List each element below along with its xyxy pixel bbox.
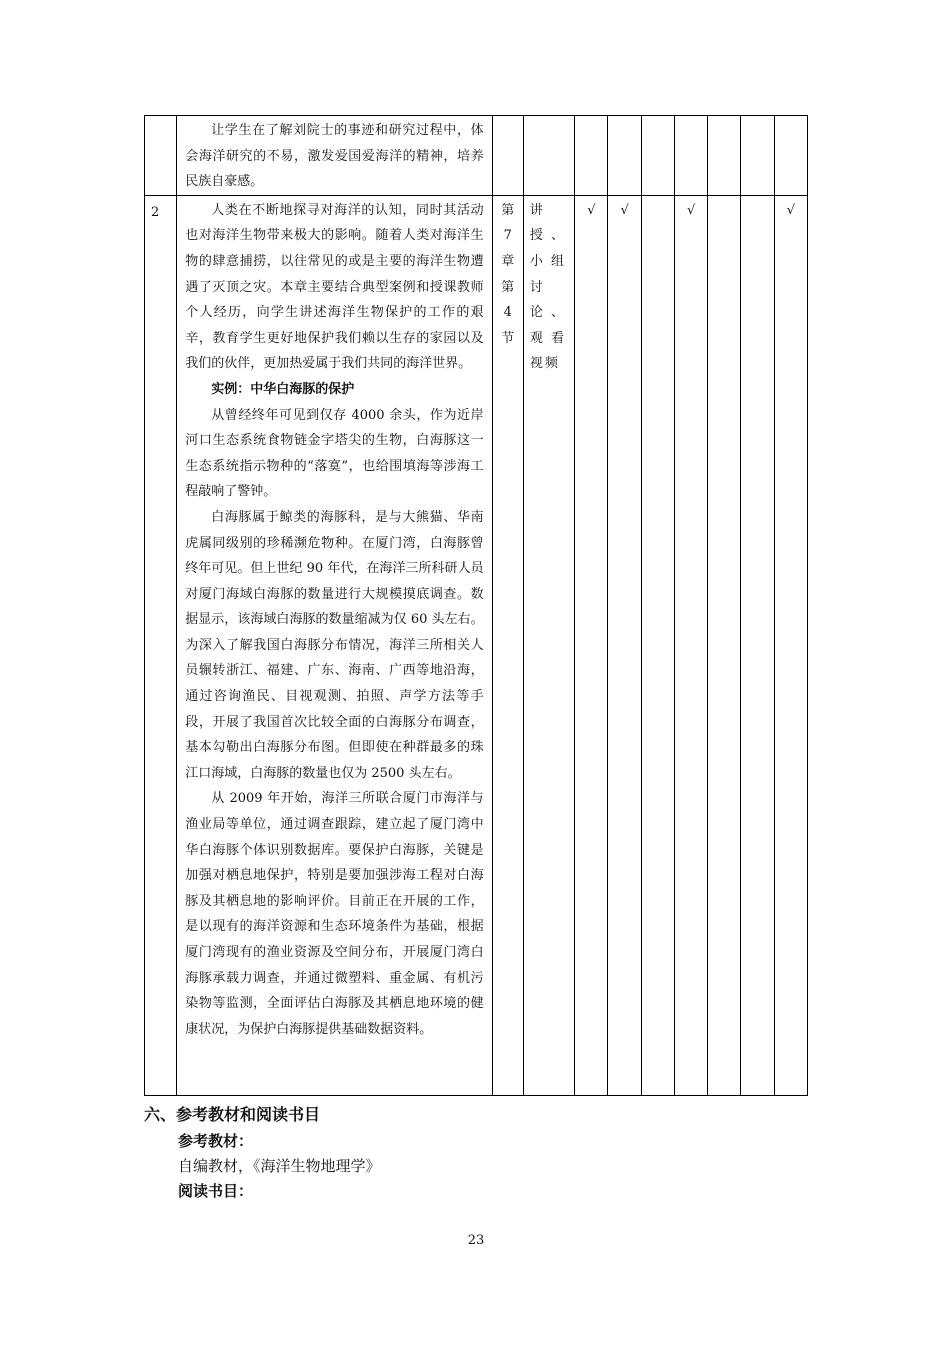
method-text: 讨: [529, 279, 545, 295]
check-mark-cell: √: [575, 195, 608, 1095]
method-cell: [523, 116, 574, 196]
intro-paragraph: 人类在不断地探寻对海洋的认知，同时其活动也对海洋生物带来极大的影响。随着人类对海洋生物的肆意捕捞，以往常见的或是主要的海洋生物遭遇了灭顶之灾。本章主要结合典型案例和授课教师个人经历，向学生讲述海洋生物保护的工作的艰辛，教育学生更好地保护我们赖以生存的家园以及我们的伙伴，更加热爱属于我们共同的海洋世界。: [185, 202, 484, 372]
textbook-label: 参考教材：: [178, 1132, 254, 1150]
table-row: [145, 116, 808, 196]
method-text: 视频: [529, 356, 560, 372]
mark-cell: [774, 116, 807, 196]
method-text: 论 、: [529, 305, 566, 321]
page-number: 23: [467, 1233, 485, 1248]
row-number: 2: [145, 195, 177, 1095]
method-text: 讲: [529, 202, 545, 218]
table-row: [145, 195, 808, 1095]
content-cell: [177, 116, 492, 196]
paragraph: 从 2009 年开始，海洋三所联合厦门市海洋与渔业局等单位，通过调查跟踪，建立起了厦门湾中华白海豚个体识别数据库。要保护白海豚，关键是加强对栖息地保护，特别是要加强涉海工程对白海豚及其栖息地的影响评价。目前正在开展的工作，是以现有的海洋资源和生态环境条件为基础，根据厦门湾现有的渔业资源及空间分布，开展厦门湾白海豚承载力调查，并通过微塑料、重金属、有机污染物等监测，全面评估白海豚及其栖息地环境的健康状况，为保护白海豚提供基础数据资料。: [185, 791, 484, 1037]
chapter-text: 4: [503, 305, 512, 321]
chapter-text: 节: [501, 330, 515, 346]
check-mark-cell: [641, 195, 674, 1095]
content-cell: [177, 195, 492, 1095]
method-cell: [523, 195, 574, 1095]
paragraph: 白海豚属于鲸类的海豚科，是与大熊猫、华南虎属同级别的珍稀濒危物种。在厦门湾，白海豚曾终年可见。但上世纪 90 年代，在海洋三所科研人员对厦门海域白海豚的数量进行大规模摸底调查。数据显示，该海域白海豚的数量缩减为仅 60 头左右。为深入了解我国白海豚分布情况，海洋三所相关人员辗转浙江、福建、广东、海南、广西等地沿海，通过咨询渔民、目视观测、拍照、声学方法等手段，开展了我国首次比较全面的白海豚分布调查，基本勾勒出白海豚分布图。但即使在种群最多的珠江口海域，白海豚的数量也仅为 2500 头左右。: [185, 509, 484, 781]
reading-label: 阅读书目：: [178, 1182, 254, 1200]
chapter-text: 章: [501, 253, 515, 269]
mark-cell: [641, 116, 674, 196]
check-mark-cell: √: [608, 195, 641, 1095]
course-content-table: [144, 115, 808, 1096]
paragraph: 从曾经终年可见到仅存 4000 余头，作为近岸河口生态系统食物链金字塔尖的生物，白海豚这一生态系统指示物种的“落寞”，也给围填海等涉海工程敲响了警钟。: [185, 407, 484, 500]
paragraph: 让学生在了解刘院士的事迹和研究过程中，体会海洋研究的不易，激发爱国爱海洋的精神，培养民族自豪感。: [185, 123, 484, 190]
check-mark-cell: √: [674, 195, 707, 1095]
row-number: [145, 116, 177, 196]
chapter-cell: [492, 195, 523, 1095]
chapter-text: 7: [503, 228, 512, 244]
mark-cell: [575, 116, 608, 196]
method-text: 观 看: [529, 330, 566, 346]
mark-cell: [674, 116, 707, 196]
check-mark-cell: √: [774, 195, 807, 1095]
mark-cell: [708, 116, 741, 196]
chapter-text: 第: [501, 279, 515, 295]
chapter-cell: [492, 116, 523, 196]
textbook-value: 自编教材，《海洋生物地理学》: [178, 1157, 381, 1175]
section-heading: 六、参考教材和阅读书目: [144, 1105, 321, 1124]
mark-cell: [608, 116, 641, 196]
check-mark-cell: [708, 195, 741, 1095]
mark-cell: [741, 116, 774, 196]
chapter-text: 第: [501, 202, 515, 218]
check-mark-cell: [741, 195, 774, 1095]
method-text: 小 组: [529, 253, 566, 269]
example-title: 实例：中华白海豚的保护: [211, 381, 355, 397]
method-text: 授 、: [529, 228, 566, 244]
